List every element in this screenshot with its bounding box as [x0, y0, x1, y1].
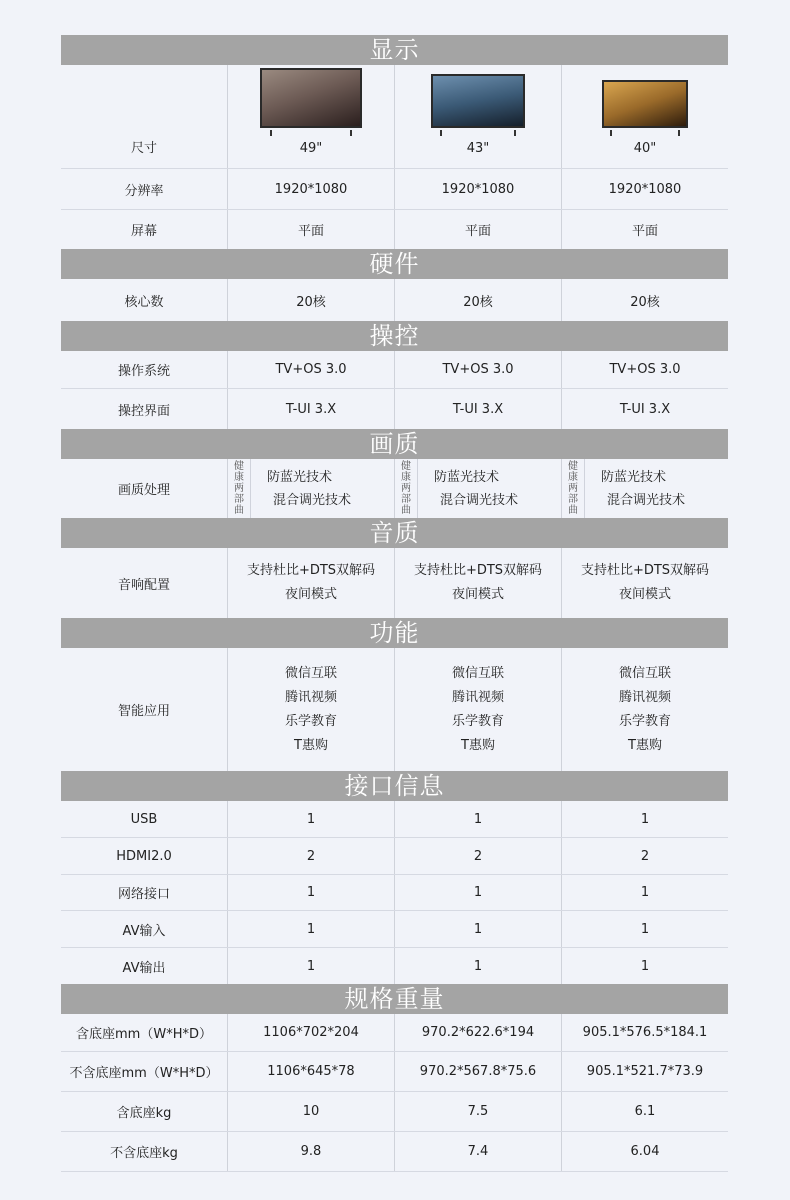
value-cell: 1920*1080 — [228, 169, 395, 209]
row-label: 画质处理 — [61, 459, 228, 518]
row-label: 核心数 — [61, 279, 228, 321]
tv-image — [602, 80, 688, 136]
product-cell — [228, 65, 395, 168]
table-row-os — [61, 351, 728, 389]
table-row-cores — [61, 279, 728, 321]
tv-size: 43" — [466, 141, 490, 156]
tv-screen — [602, 80, 688, 128]
section-header-picture: 画质 — [61, 429, 728, 459]
tv-leg — [270, 130, 272, 136]
value-cell: 微信互联 腾讯视频 乐学教育 T惠购 — [228, 648, 395, 771]
value-cell: 10 — [228, 1092, 395, 1131]
tv-screen — [260, 68, 362, 128]
value-cell: 7.4 — [395, 1132, 562, 1171]
pq-line: 混合调光技术 — [273, 492, 352, 508]
section-header-display: 显示 — [61, 35, 728, 65]
value-cell — [228, 459, 395, 518]
row-label: AV输出 — [61, 948, 228, 984]
value-cell: 1 — [228, 911, 395, 947]
section-header-function: 功能 — [61, 618, 728, 648]
value-cell: T-UI 3.X — [619, 401, 671, 417]
row-label: 屏幕 — [61, 210, 228, 249]
value-cell: 2 — [395, 838, 562, 874]
table-row-weight-with-stand — [61, 1092, 728, 1132]
row-label: 音响配置 — [61, 548, 228, 618]
value-cell: 支持杜比+DTS双解码 夜间模式 — [580, 563, 710, 602]
value-cell: 1 — [228, 948, 395, 984]
value-cell: 2 — [228, 838, 395, 874]
table-row-size — [61, 65, 728, 169]
section-header-sound: 音质 — [61, 518, 728, 548]
value-cell: 1 — [395, 948, 562, 984]
tv-image — [431, 74, 525, 136]
value-cell: 970.2*622.6*194 — [395, 1014, 562, 1051]
vertical-tag: 健 康 两 部 曲 — [562, 459, 585, 518]
value-cell: 6.04 — [630, 1144, 660, 1159]
value-cell: 905.1*576.5*184.1 — [582, 1025, 708, 1040]
table-row-dim-without-stand — [61, 1052, 728, 1092]
pq-line: 混合调光技术 — [607, 492, 686, 508]
vertical-tag: 健 康 两 部 曲 — [228, 459, 251, 518]
value-cell: 平面 — [395, 210, 562, 249]
section-header-ports: 接口信息 — [61, 771, 728, 801]
table-row-lan — [61, 875, 728, 911]
value-cell: 1 — [640, 958, 650, 974]
table-row-usb — [61, 801, 728, 838]
row-label: 智能应用 — [61, 648, 228, 771]
value-cell: 微信互联 腾讯视频 乐学教育 T惠购 — [618, 665, 671, 753]
value-cell: 1 — [228, 875, 395, 910]
tv-size: 40" — [633, 141, 657, 156]
tv-leg — [610, 130, 612, 136]
pq-line: 混合调光技术 — [440, 492, 519, 508]
tv-image — [260, 68, 362, 136]
row-label: 操控界面 — [61, 389, 228, 429]
value-cell: 9.8 — [228, 1132, 395, 1171]
value-cell: 6.1 — [634, 1104, 656, 1119]
value-cell: 905.1*521.7*73.9 — [586, 1064, 704, 1079]
row-label: USB — [61, 801, 228, 837]
value-cell — [395, 459, 562, 518]
table-row-picture-quality — [61, 459, 728, 518]
table-row-av-out — [61, 948, 728, 984]
value-cell: 1106*645*78 — [228, 1052, 395, 1091]
value-cell: T-UI 3.X — [395, 389, 562, 429]
value-cell: 20核 — [630, 294, 660, 310]
value-cell: 7.5 — [395, 1092, 562, 1131]
value-cell: 1 — [395, 875, 562, 910]
table-row-screen — [61, 210, 728, 249]
row-label: 含底座mm（W*H*D） — [61, 1014, 228, 1051]
table-row-resolution — [61, 169, 728, 210]
pq-line: 防蓝光技术 — [267, 469, 333, 485]
table-row-apps — [61, 648, 728, 771]
value-cell: 1920*1080 — [395, 169, 562, 209]
value-cell: 1 — [640, 921, 650, 937]
tv-leg — [514, 130, 516, 136]
value-cell — [562, 459, 728, 518]
product-cell — [562, 65, 728, 168]
row-label: HDMI2.0 — [61, 838, 228, 874]
section-header-hardware: 硬件 — [61, 249, 728, 279]
row-label: 网络接口 — [61, 875, 228, 910]
value-cell: 1 — [640, 885, 650, 900]
section-header-control: 操控 — [61, 321, 728, 351]
table-row-hdmi — [61, 838, 728, 875]
pq-line: 防蓝光技术 — [434, 469, 500, 485]
tv-leg — [350, 130, 352, 136]
row-label: 不含底座kg — [61, 1132, 228, 1171]
tv-screen — [431, 74, 525, 128]
value-cell: 微信互联 腾讯视频 乐学教育 T惠购 — [395, 648, 562, 771]
value-cell: 2 — [640, 848, 650, 864]
table-row-audio — [61, 548, 728, 618]
value-cell: 1 — [640, 811, 650, 827]
value-cell: 平面 — [228, 210, 395, 249]
row-label: 含底座kg — [61, 1092, 228, 1131]
value-cell: 20核 — [395, 279, 562, 321]
value-cell: TV+OS 3.0 — [609, 362, 681, 377]
value-cell: T-UI 3.X — [228, 389, 395, 429]
pq-line: 防蓝光技术 — [601, 469, 667, 485]
value-cell: 1920*1080 — [608, 181, 682, 197]
vertical-tag: 健 康 两 部 曲 — [395, 459, 418, 518]
value-cell: 平面 — [631, 224, 658, 239]
table-row-av-in — [61, 911, 728, 948]
value-cell: TV+OS 3.0 — [395, 351, 562, 388]
value-cell: 1 — [228, 801, 395, 837]
row-label: 尺寸 — [61, 65, 228, 168]
tv-leg — [678, 130, 680, 136]
table-row-ui — [61, 389, 728, 429]
spec-table — [61, 35, 728, 1172]
value-cell: 支持杜比+DTS双解码 夜间模式 — [228, 548, 395, 618]
row-label: 不含底座mm（W*H*D） — [61, 1052, 228, 1091]
tv-size: 49" — [299, 141, 323, 156]
row-label: 操作系统 — [61, 351, 228, 388]
row-label: 分辨率 — [61, 169, 228, 209]
value-cell: 970.2*567.8*75.6 — [395, 1052, 562, 1091]
table-row-dim-with-stand — [61, 1014, 728, 1052]
value-cell: 1 — [395, 801, 562, 837]
section-header-specs: 规格重量 — [61, 984, 728, 1014]
tv-leg — [440, 130, 442, 136]
table-row-weight-without-stand — [61, 1132, 728, 1172]
product-cell — [395, 65, 562, 168]
value-cell: TV+OS 3.0 — [228, 351, 395, 388]
value-cell: 1 — [395, 911, 562, 947]
value-cell: 20核 — [228, 279, 395, 321]
row-label: AV输入 — [61, 911, 228, 947]
value-cell: 1106*702*204 — [228, 1014, 395, 1051]
value-cell: 支持杜比+DTS双解码 夜间模式 — [395, 548, 562, 618]
